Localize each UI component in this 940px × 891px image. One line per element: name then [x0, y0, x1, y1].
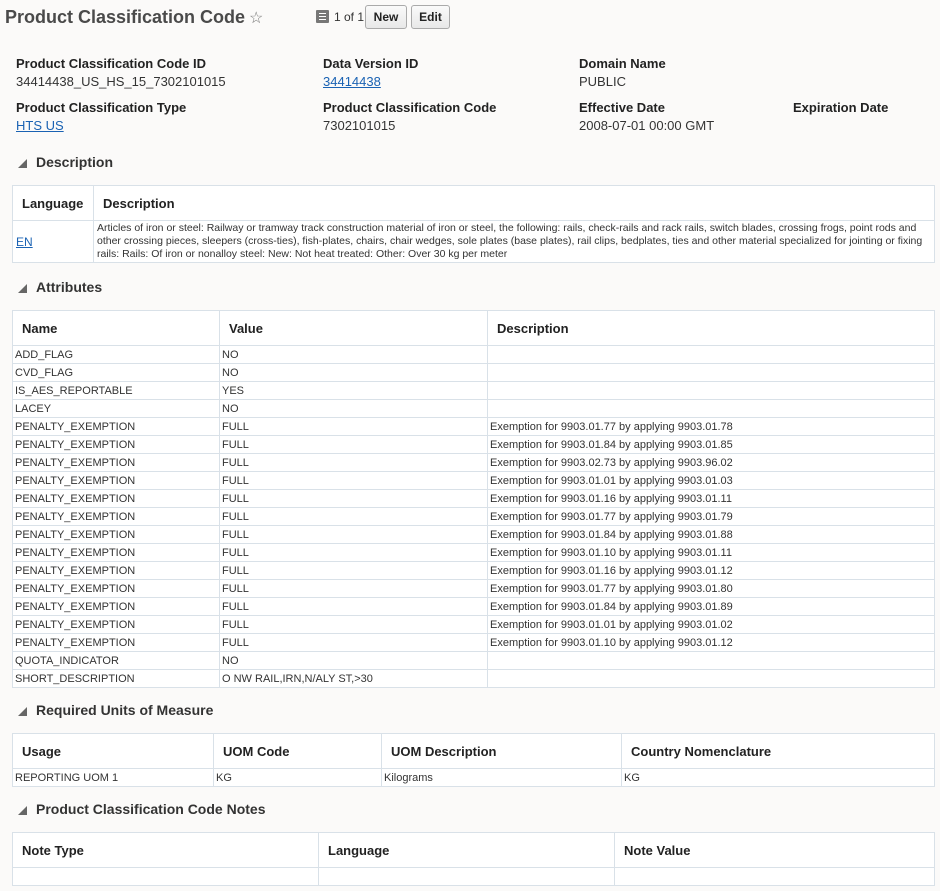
table-row [13, 436, 935, 454]
attribute-value: FULL [220, 598, 488, 616]
type-label: Product Classification Type [16, 100, 187, 115]
attribute-value: FULL [220, 616, 488, 634]
attribute-description: Exemption for 9903.01.77 by applying 9903.01.78 [488, 418, 935, 436]
attribute-name: PENALTY_EXEMPTION [13, 580, 220, 598]
notes-table [12, 832, 935, 886]
effective-label: Effective Date [579, 100, 665, 115]
attribute-name: LACEY [13, 400, 220, 418]
collapse-triangle-icon [18, 284, 27, 293]
section-title: Attributes [36, 279, 103, 295]
attribute-value: YES [220, 382, 488, 400]
data-version-label: Data Version ID [323, 56, 419, 71]
column-header: Usage [13, 734, 214, 769]
column-header: Value [220, 311, 488, 346]
table-row [13, 400, 935, 418]
collapse-triangle-icon [18, 806, 27, 815]
attribute-name: ADD_FLAG [13, 346, 220, 364]
column-header: Language [319, 833, 615, 868]
attribute-description: Exemption for 9903.01.84 by applying 9903.01.88 [488, 526, 935, 544]
cell [319, 868, 615, 886]
attribute-name: PENALTY_EXEMPTION [13, 544, 220, 562]
attribute-name: QUOTA_INDICATOR [13, 652, 220, 670]
data-version-link[interactable]: 34414438 [323, 74, 381, 89]
attribute-value: FULL [220, 454, 488, 472]
attribute-value: NO [220, 400, 488, 418]
notes-section-header[interactable] [18, 801, 265, 817]
cell [615, 868, 935, 886]
description-table [12, 185, 935, 263]
attribute-value: FULL [220, 544, 488, 562]
attribute-name: PENALTY_EXEMPTION [13, 634, 220, 652]
column-header: UOM Description [382, 734, 622, 769]
attribute-value: NO [220, 364, 488, 382]
table-row [13, 544, 935, 562]
attribute-value: FULL [220, 634, 488, 652]
attribute-name: PENALTY_EXEMPTION [13, 616, 220, 634]
code-label: Product Classification Code [323, 100, 497, 115]
edit-button[interactable]: Edit [411, 5, 450, 29]
table-row [13, 670, 935, 688]
language-link[interactable]: EN [16, 234, 33, 249]
attribute-name: IS_AES_REPORTABLE [13, 382, 220, 400]
favorite-star-icon[interactable]: ☆ [249, 10, 264, 27]
column-header: Note Value [615, 833, 935, 868]
page-title: Product Classification Code [5, 7, 246, 27]
attribute-description: Exemption for 9903.01.10 by applying 9903.01.12 [488, 634, 935, 652]
collapse-triangle-icon [18, 159, 27, 168]
collapse-triangle-icon [18, 707, 27, 716]
expiration-label: Expiration Date [793, 100, 889, 115]
cell: Kilograms [382, 769, 622, 787]
table-row [13, 769, 935, 787]
attribute-value: FULL [220, 472, 488, 490]
section-title: Required Units of Measure [36, 702, 214, 718]
attribute-value: FULL [220, 418, 488, 436]
domain-value: PUBLIC [579, 74, 626, 89]
table-row [13, 562, 935, 580]
cell [13, 868, 319, 886]
attributes-table [12, 310, 935, 688]
domain-label: Domain Name [579, 56, 666, 71]
attribute-description [488, 346, 935, 364]
column-header: Country Nomenclature [622, 734, 935, 769]
attribute-description: Exemption for 9903.01.10 by applying 9903.01.11 [488, 544, 935, 562]
table-row [13, 508, 935, 526]
description-text: Articles of iron or steel: Railway or tramway track construction material of iron or steel, the following: rails, check-rails and rack rails, switch blades, crossing frogs, point rods and other crossing pieces, sleepers (cross-ties), fish-plates, chairs, chair wedges, sole plates (base plates), rail clips, bedplates, ties and other material specialized for jointing or fixing rails: Rails: Of iron or nonalloy steel: New: Not heat treated: Other: Over 30 kg per meter [94, 221, 935, 263]
column-header: Note Type [13, 833, 319, 868]
attribute-name: PENALTY_EXEMPTION [13, 598, 220, 616]
table-row [13, 598, 935, 616]
attribute-description [488, 400, 935, 418]
attribute-description: Exemption for 9903.01.01 by applying 9903.01.03 [488, 472, 935, 490]
table-row [13, 382, 935, 400]
attribute-value: FULL [220, 526, 488, 544]
description-section-header[interactable] [18, 154, 113, 170]
code-id-label: Product Classification Code ID [16, 56, 206, 71]
attribute-description: Exemption for 9903.01.84 by applying 9903.01.85 [488, 436, 935, 454]
attribute-description: Exemption for 9903.02.73 by applying 9903.96.02 [488, 454, 935, 472]
attribute-value: FULL [220, 580, 488, 598]
attribute-description [488, 652, 935, 670]
code-id-value: 34414438_US_HS_15_7302101015 [16, 74, 226, 89]
table-row [13, 346, 935, 364]
attribute-description: Exemption for 9903.01.16 by applying 9903.01.12 [488, 562, 935, 580]
table-row [13, 616, 935, 634]
cell: REPORTING UOM 1 [13, 769, 214, 787]
attribute-description [488, 382, 935, 400]
pager-text: 1 of 1 [334, 10, 365, 24]
cell: KG [622, 769, 935, 787]
type-link[interactable]: HTS US [16, 118, 64, 133]
attribute-name: PENALTY_EXEMPTION [13, 454, 220, 472]
attribute-name: CVD_FLAG [13, 364, 220, 382]
column-header: Name [13, 311, 220, 346]
attribute-description [488, 670, 935, 688]
effective-value: 2008-07-01 00:00 GMT [579, 118, 715, 133]
list-icon[interactable] [316, 10, 329, 23]
attribute-name: PENALTY_EXEMPTION [13, 562, 220, 580]
attribute-name: PENALTY_EXEMPTION [13, 526, 220, 544]
table-row [13, 580, 935, 598]
column-header: UOM Code [214, 734, 382, 769]
attribute-name: PENALTY_EXEMPTION [13, 418, 220, 436]
attribute-name: PENALTY_EXEMPTION [13, 508, 220, 526]
attribute-value: FULL [220, 490, 488, 508]
uom-section-header[interactable] [18, 702, 213, 718]
table-row [13, 634, 935, 652]
attribute-description: Exemption for 9903.01.01 by applying 9903.01.02 [488, 616, 935, 634]
column-header: Description [488, 311, 935, 346]
attribute-description: Exemption for 9903.01.77 by applying 9903.01.79 [488, 508, 935, 526]
table-row [13, 868, 935, 886]
column-header: Language [13, 186, 94, 221]
attribute-value: FULL [220, 508, 488, 526]
attribute-value: O NW RAIL,IRN,N/ALY ST,>30 [220, 670, 488, 688]
table-row [13, 454, 935, 472]
code-value: 7302101015 [323, 118, 396, 133]
attribute-description: Exemption for 9903.01.16 by applying 9903.01.11 [488, 490, 935, 508]
table-row [13, 472, 935, 490]
attribute-value: FULL [220, 436, 488, 454]
column-header: Description [94, 186, 935, 221]
table-row [13, 490, 935, 508]
section-title: Description [36, 154, 114, 170]
new-button[interactable]: New [365, 5, 407, 29]
attribute-name: PENALTY_EXEMPTION [13, 490, 220, 508]
attribute-name: SHORT_DESCRIPTION [13, 670, 220, 688]
table-row [13, 364, 935, 382]
attribute-value: NO [220, 346, 488, 364]
uom-table [12, 733, 935, 787]
attribute-name: PENALTY_EXEMPTION [13, 436, 220, 454]
attribute-value: FULL [220, 562, 488, 580]
attribute-description: Exemption for 9903.01.77 by applying 9903.01.80 [488, 580, 935, 598]
attribute-name: PENALTY_EXEMPTION [13, 472, 220, 490]
attribute-description: Exemption for 9903.01.84 by applying 9903.01.89 [488, 598, 935, 616]
section-title: Product Classification Code Notes [36, 801, 266, 817]
attribute-value: NO [220, 652, 488, 670]
table-row [13, 221, 935, 263]
table-row [13, 526, 935, 544]
attribute-description [488, 364, 935, 382]
cell: KG [214, 769, 382, 787]
attributes-section-header[interactable] [18, 279, 102, 295]
table-row [13, 652, 935, 670]
table-row [13, 418, 935, 436]
